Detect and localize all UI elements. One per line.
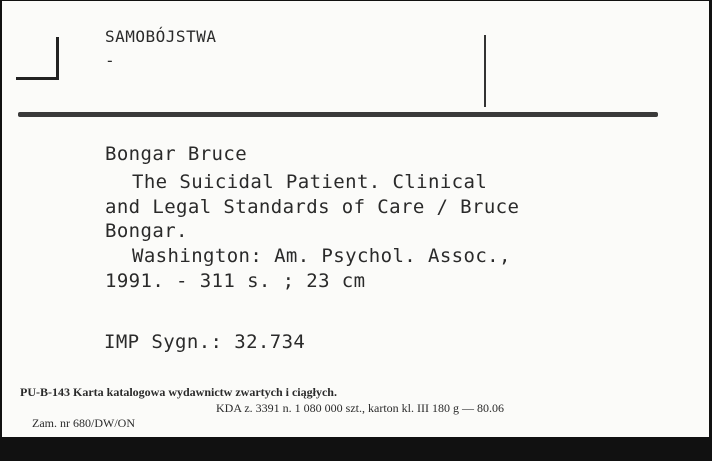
footer-print-info	[20, 401, 504, 461]
title-line-3: Bongar.	[105, 220, 188, 242]
call-number: IMP Sygn.: 32.734	[104, 331, 306, 353]
corner-bracket-mark	[16, 37, 59, 80]
footer-print-details: KDA z. 3391 n. 1 080 000 szt., karton kl. III 180 g — 80.06	[216, 401, 504, 415]
footer-form-title: PU-B-143 Karta katalogowa wydawnictw zwartych i ciągłych.	[20, 385, 337, 399]
footer-order-number: Zam. nr 680/DW/ON	[32, 416, 135, 430]
imprint-line: Washington: Am. Psychol. Assoc.,	[132, 245, 511, 267]
physical-description-line: 1991. - 311 s. ; 23 cm	[105, 270, 366, 292]
title-line-1: The Suicidal Patient. Clinical	[132, 171, 488, 193]
title-line-2: and Legal Standards of Care / Bruce	[105, 196, 520, 218]
vertical-rule	[484, 35, 486, 107]
subject-dash: -	[105, 51, 115, 70]
author-line: Bongar Bruce	[105, 143, 248, 165]
catalog-card	[2, 1, 709, 437]
subject-heading: SAMOBÓJSTWA	[105, 27, 217, 46]
horizontal-rule	[18, 112, 658, 117]
